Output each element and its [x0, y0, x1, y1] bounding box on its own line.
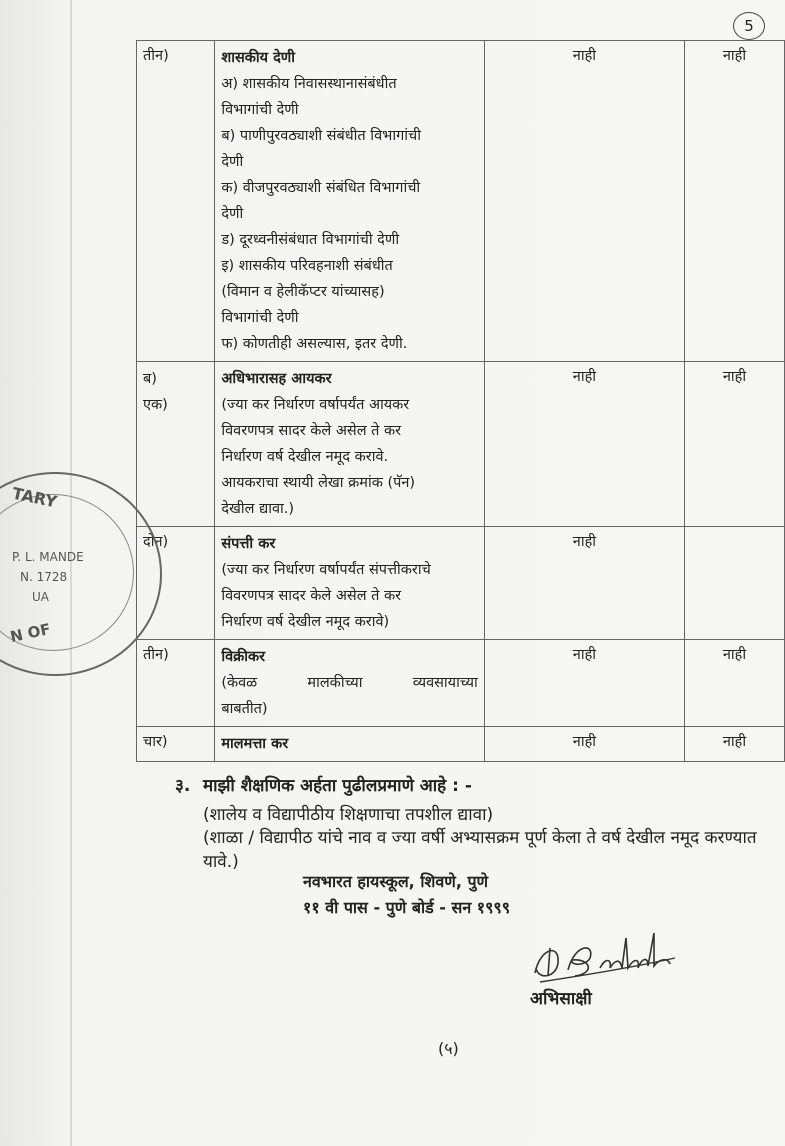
row-line: ड) दूरध्वनीसंबंधात विभागांची देणी [221, 232, 400, 248]
row-line: ब) पाणीपुरवठ्याशी संबंधीत विभागांची [221, 128, 421, 144]
stamp-number: N. 1728 [20, 570, 68, 584]
row-line: विभागांची देणी [221, 102, 299, 118]
section-3-line-1: (शालेय व विद्यापीठीय शिक्षणाचा तपशील द्यावा) [203, 805, 494, 825]
row-value-2: नाही [685, 727, 785, 762]
row-line: देणी [221, 154, 244, 170]
row-index: तीन) [137, 41, 215, 362]
row-line: विभागांची देणी [221, 310, 299, 326]
row-line: आयकराचा स्थायी लेखा क्रमांक (पॅन) [221, 475, 416, 491]
row-line: बाबतीत) [221, 701, 268, 717]
stamp-name: P. L. MANDE [12, 550, 84, 564]
row-value-1: नाही [484, 527, 684, 640]
row-description [215, 527, 484, 640]
stamp-line3: UA [32, 590, 49, 604]
row-line: इ) शासकीय परिवहनाशी संबंधीत [221, 258, 393, 274]
page-mark: 5 [733, 12, 765, 40]
row-description [215, 727, 484, 762]
row-line: (ज्या कर निर्धारण वर्षापर्यंत संपत्तीकराचे [221, 562, 431, 578]
row-value-1: नाही [484, 727, 684, 762]
row-title: शासकीय देणी [221, 50, 296, 66]
row-title: संपत्ती कर [221, 536, 276, 552]
row-line: देखील द्यावा.) [221, 501, 295, 517]
table-row [137, 640, 785, 727]
section-3-line-2: (शाळा / विद्यापीठ यांचे नाव व ज्या वर्षी अभ्यासक्रम पूर्ण केला ते वर्ष देखील नमूद करण्यात यावे.) [203, 828, 757, 872]
row-value-1: नाही [484, 640, 684, 727]
row-line: देणी [221, 206, 244, 222]
row-value-1: नाही [484, 41, 684, 362]
row-value-2 [685, 527, 785, 640]
stamp-bottom-text: N OF [8, 619, 53, 647]
table-row [137, 527, 785, 640]
stamp-top-text: TARY [10, 483, 59, 512]
row-description [215, 41, 484, 362]
row-title: विक्रीकर [221, 649, 266, 665]
row-title: मालमत्ता कर [221, 736, 289, 752]
row-description [215, 362, 484, 527]
signature-label: अभिसाक्षी [530, 989, 592, 1009]
row-description [215, 640, 484, 727]
row-index: तीन) [137, 640, 215, 727]
row-line: (केवळ मालकीच्या व्यवसायाच्या [221, 675, 478, 691]
section-3-heading [175, 773, 472, 796]
section-number: ३. [175, 776, 191, 796]
row-value-1: नाही [484, 362, 684, 527]
row-line: विवरणपत्र सादर केले असेल ते कर [221, 423, 402, 439]
row-line: विवरणपत्र सादर केले असेल ते कर [221, 588, 402, 604]
row-index: दोन) [137, 527, 215, 640]
row-value-2: नाही [685, 362, 785, 527]
table-row [137, 41, 785, 362]
row-index: ब) एक) [137, 362, 215, 527]
table-row [137, 362, 785, 527]
row-line: फ) कोणतीही असल्यास, इतर देणी. [221, 336, 408, 352]
exam-details: ११ वी पास - पुणे बोर्ड - सन १९९९ [303, 898, 511, 917]
row-title: अधिभारासह आयकर [221, 371, 332, 387]
school-name: नवभारत हायस्कूल, शिवणे, पुणे [303, 872, 489, 891]
page-number: (५) [438, 1039, 459, 1058]
section-title: माझी शैक्षणिक अर्हता पुढीलप्रमाणे आहे : - [203, 776, 472, 796]
details-table [136, 40, 785, 762]
row-line: अ) शासकीय निवासस्थानासंबंधीत [221, 76, 397, 92]
row-value-2: नाही [685, 640, 785, 727]
row-index: चार) [137, 727, 215, 762]
table-row [137, 727, 785, 762]
row-line: (ज्या कर निर्धारण वर्षापर्यंत आयकर [221, 397, 410, 413]
row-line: (विमान व हेलीकॅप्टर यांच्यासह) [221, 284, 385, 300]
row-line: निर्धारण वर्ष देखील नमूद करावे) [221, 614, 390, 630]
row-value-2: नाही [685, 41, 785, 362]
row-line: क) वीजपुरवठ्याशी संबंधित विभागांची [221, 180, 421, 196]
handwritten-signature [530, 918, 680, 988]
row-line: निर्धारण वर्ष देखील नमूद करावे. [221, 449, 389, 465]
